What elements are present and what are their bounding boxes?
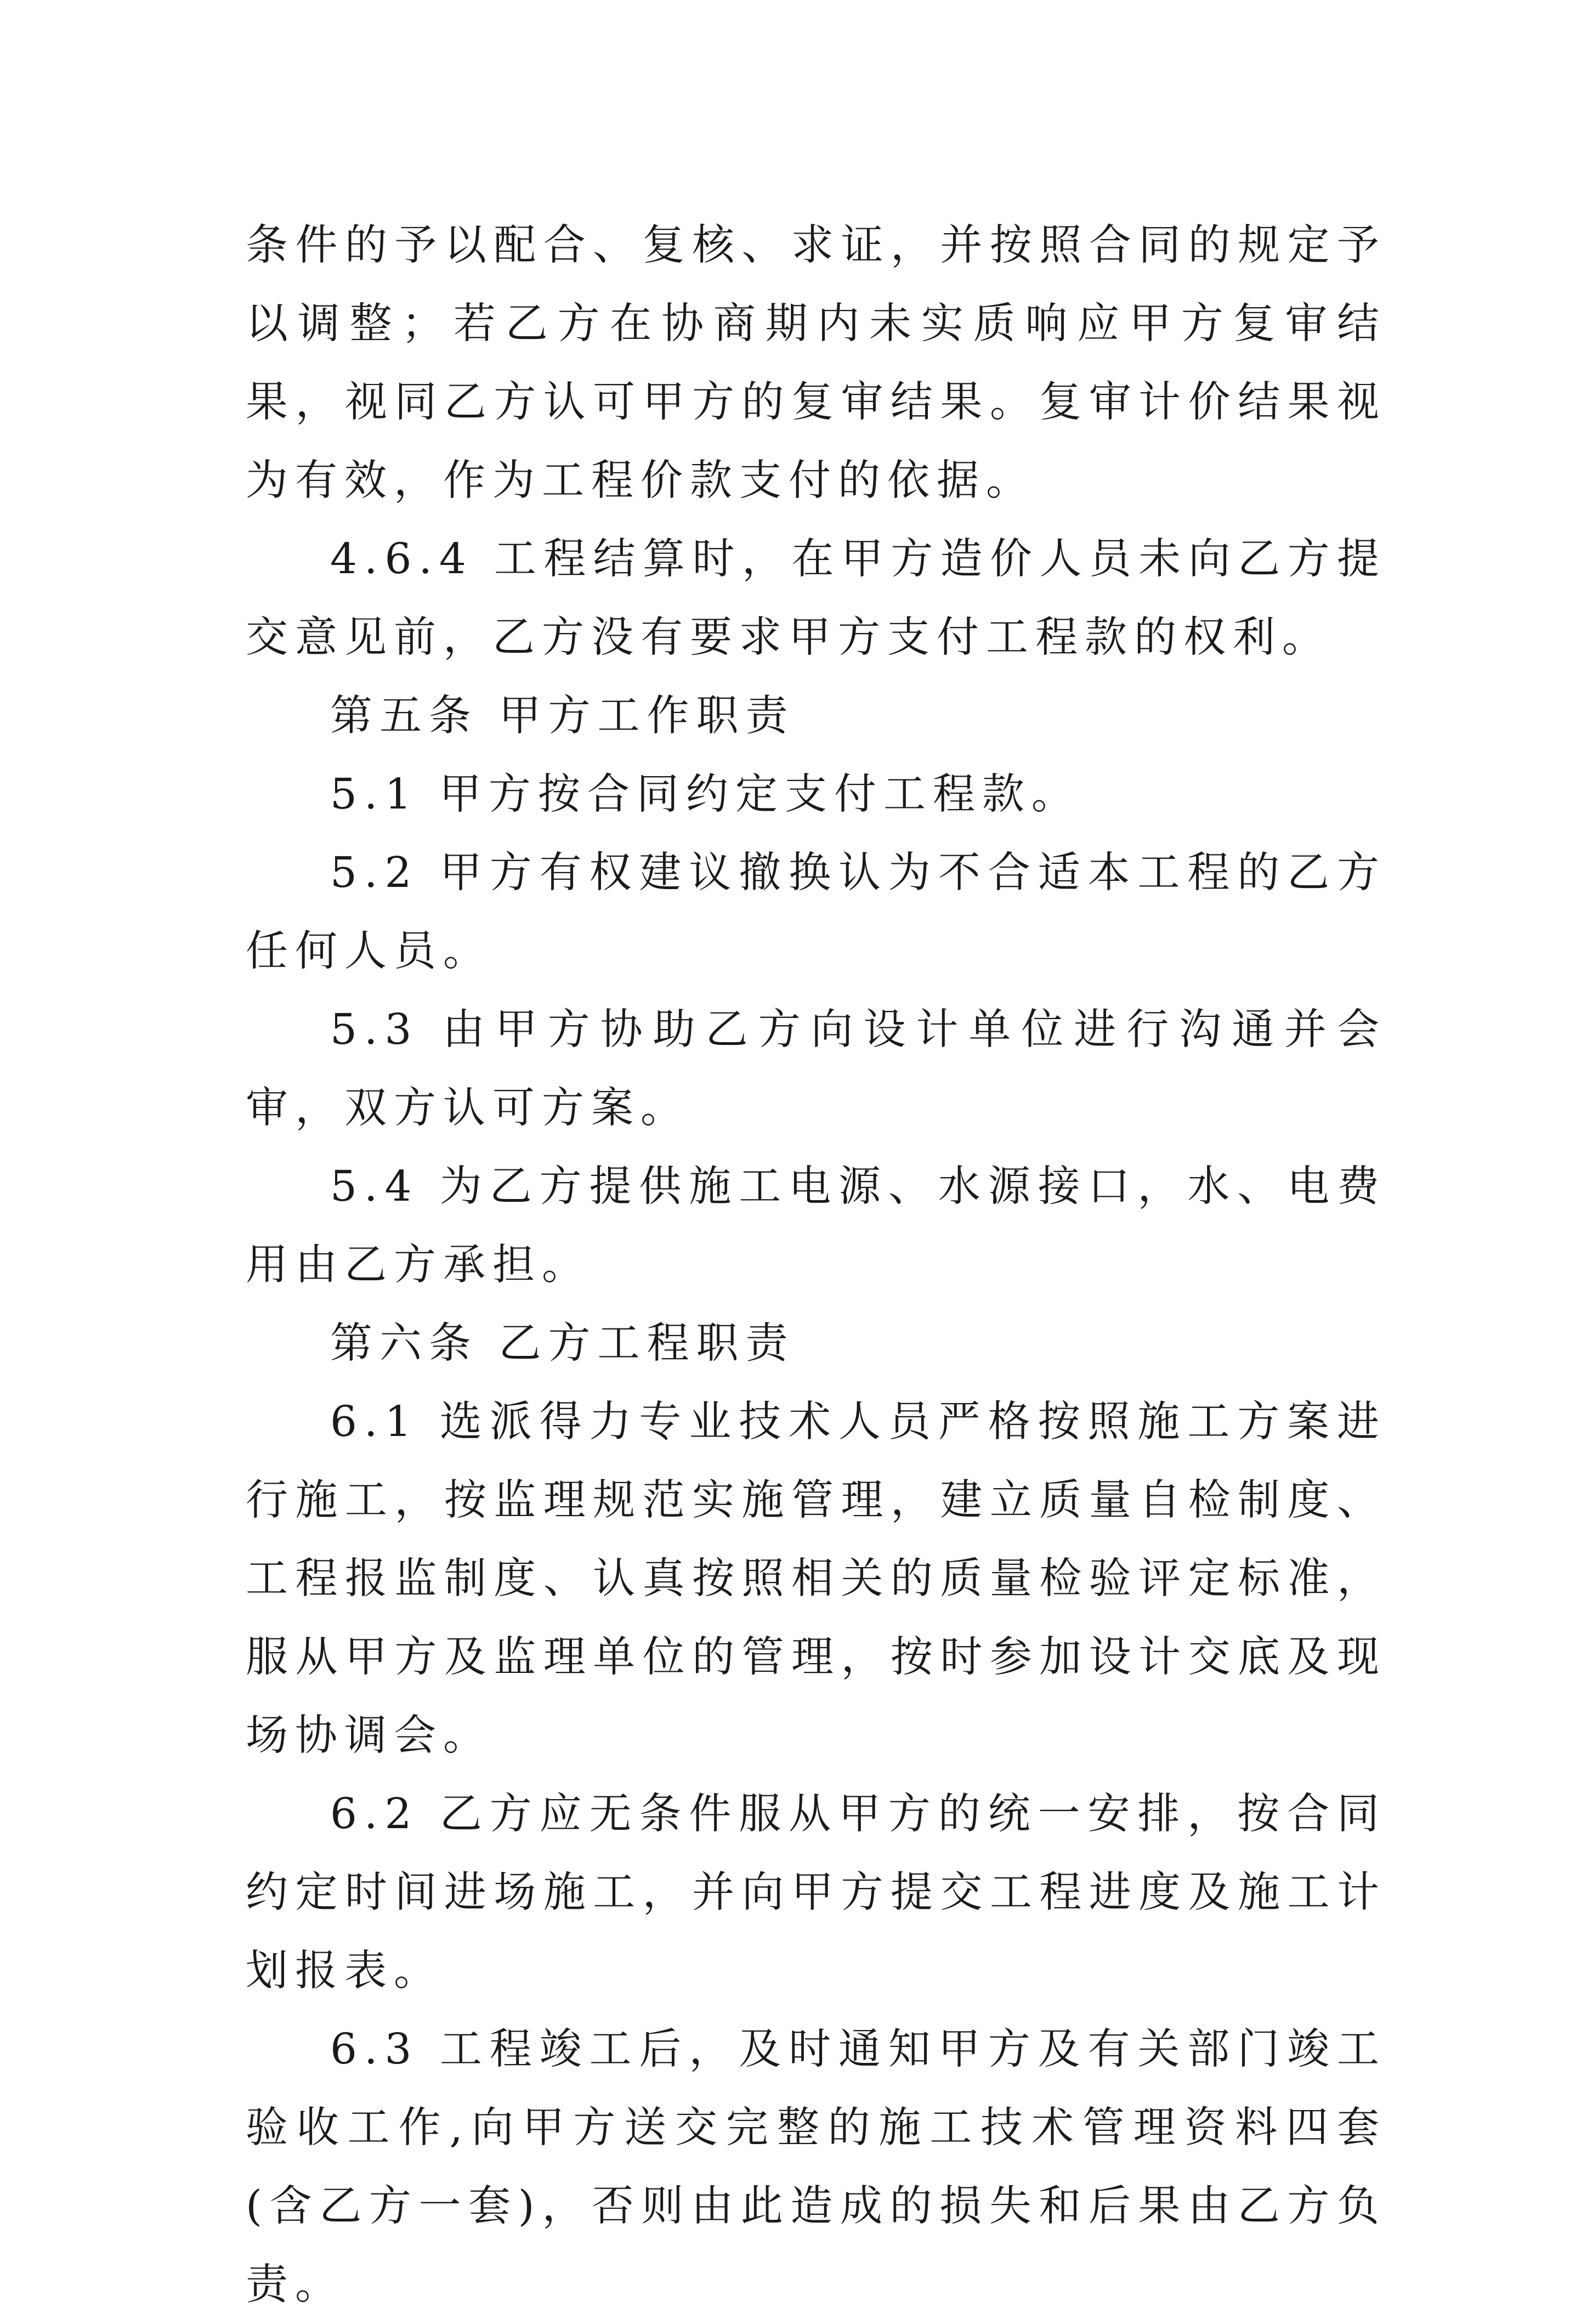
- paragraph-4-6-3-continuation: 条件的予以配合、复核、求证，并按照合同的规定予以调整；若乙方在协商期内未实质响应甲方复审结果，视同乙方认可甲方的复审结果。复审计价结果视为有效，作为工程价款支付的依据。: [246, 221, 1386, 505]
- article-6-heading: 第六条 乙方工程职责: [330, 1319, 795, 1368]
- paragraph-5-2: 5.2 甲方有权建议撤换认为不合适本工程的乙方任何人员。: [246, 849, 1386, 976]
- paragraph-6-2: 6.2 乙方应无条件服从甲方的统一安排，按合同约定时间进场施工，并向甲方提交工程进度及施工计划报表。: [246, 1790, 1386, 1995]
- article-5-heading: 第五条 甲方工作职责: [330, 692, 795, 740]
- paragraph-5-1: 5.1 甲方按合同约定支付工程款。: [330, 770, 1081, 819]
- paragraph-6-3: 6.3 工程竣工后，及时通知甲方及有关部门竣工验收工作,向甲方送交完整的施工技术管理资料四套(含乙方一套)，否则由此造成的损失和后果由乙方负责。: [246, 2025, 1386, 2309]
- paragraph-5-4: 5.4 为乙方提供施工电源、水源接口，水、电费用由乙方承担。: [246, 1162, 1386, 1290]
- document-body: [246, 206, 1386, 2324]
- paragraph-5-3: 5.3 由甲方协助乙方向设计单位进行沟通并会审，双方认可方案。: [246, 1005, 1386, 1133]
- paragraph-4-6-4: 4.6.4 工程结算时，在甲方造价人员未向乙方提交意见前，乙方没有要求甲方支付工程款的权利。: [246, 535, 1386, 662]
- paragraph-6-1: 6.1 选派得力专业技术人员严格按照施工方案进行施工，按监理规范实施管理，建立质量自检制度、工程报监制度、认真按照相关的质量检验评定标准，服从甲方及监理单位的管理，按时参加设计交底及现场协调会。: [246, 1398, 1386, 1760]
